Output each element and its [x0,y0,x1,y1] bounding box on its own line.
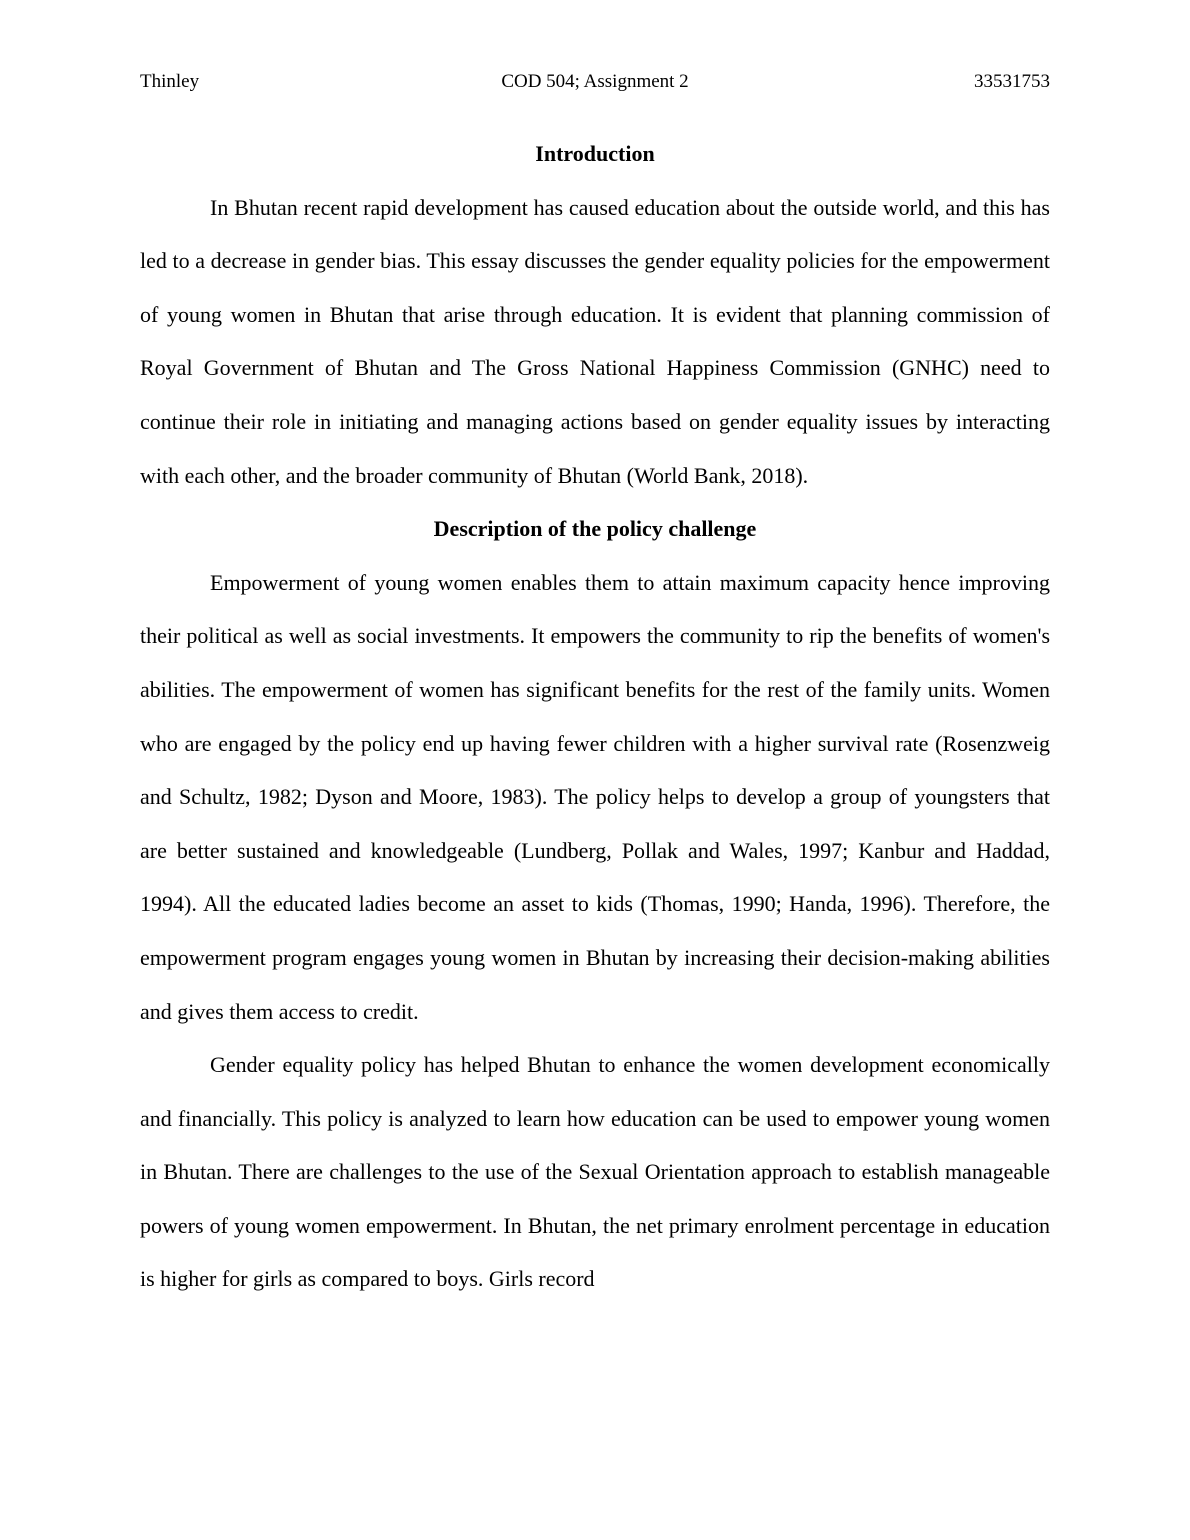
introduction-heading: Introduction [535,141,655,166]
policy-challenge-heading: Description of the policy challenge [433,516,757,542]
header-author: Thinley [140,71,200,92]
header-student-id: 33531753 [974,71,1050,92]
page-header [140,70,1050,94]
document-body [140,127,1050,1306]
policy-challenge-paragraph-1: Empowerment of young women enables them to attain maximum capacity hence improving their political as well as social investments. It empowers the community to rip the benefits of women's abilities. The empowerment of women has significant benefits for the rest of the family units. Women who are engaged by the policy end up having fewer children with a higher survival rate (Rosenzweig and Schultz, 1982; Dyson and Moore, 1983). The policy helps to develop a group of youngsters that are better sustained and knowledgeable (Lundberg, Pollak and Wales, 1997; Kanbur and Haddad, 1994). All the educated ladies become an asset to kids (Thomas, 1990; Handa, 1996). Therefore, the empowerment program engages young women in Bhutan by increasing their decision-making abilities and gives them access to credit. [140,569,1050,1024]
header-course: COD 504; Assignment 2 [501,71,689,92]
policy-challenge-paragraph-2: Gender equality policy has helped Bhutan to enhance the women development economically and financially. This policy is analyzed to learn how education can be used to empower young women in Bhutan. There are challenges to the use of the Sexual Orientation approach to establish manageable powers of young women empowerment. In Bhutan, the net primary enrolment percentage in education is higher for girls as compared to boys. Girls record [140,1052,1050,1292]
introduction-paragraph: In Bhutan recent rapid development has caused education about the outside world, and this has led to a decrease in gender bias. This essay discusses the gender equality policies for the empowerment of young women in Bhutan that arise through education. It is evident that planning commission of Royal Government of Bhutan and The Gross National Happiness Commission (GNHC) need to continue their role in initiating and managing actions based on gender equality issues by interacting with each other, and the broader community of Bhutan (World Bank, 2018). [140,194,1050,488]
